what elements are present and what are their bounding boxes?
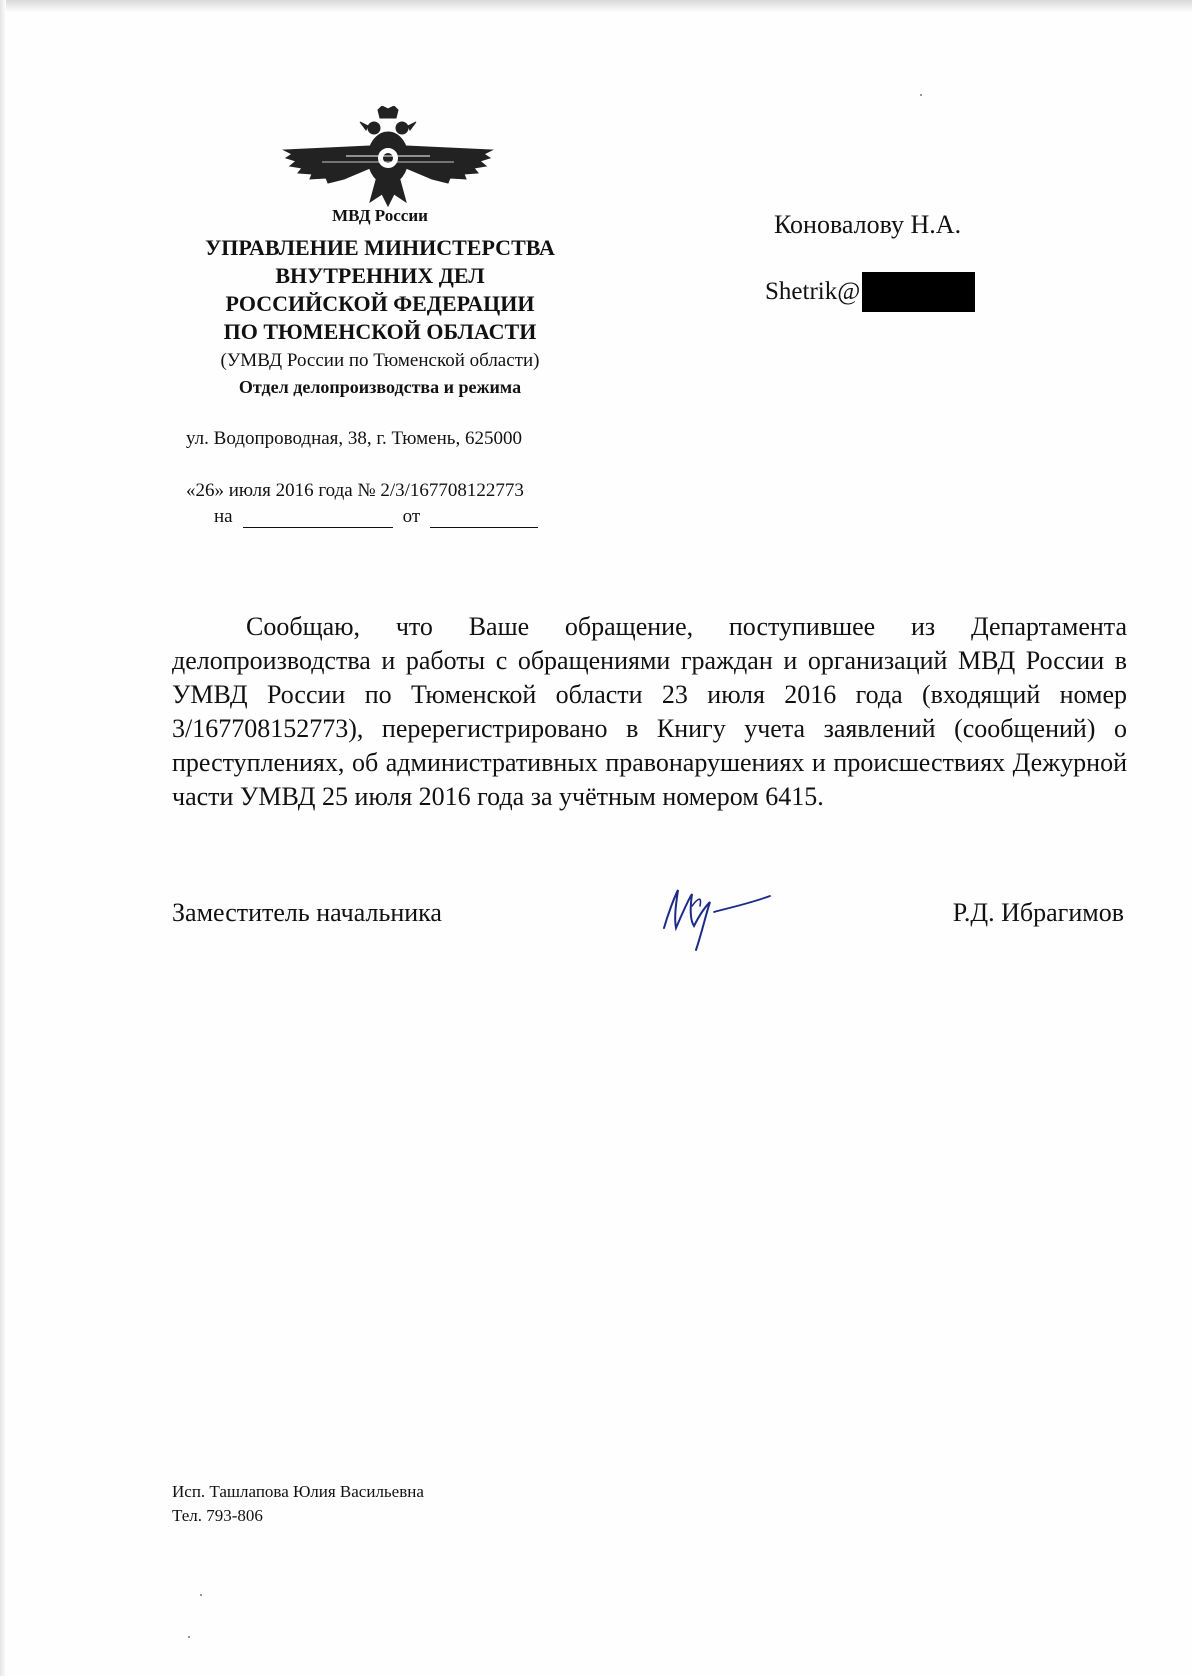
- handwritten-signature: [658, 878, 778, 954]
- signatory-name: Р.Д. Ибрагимов: [952, 898, 1124, 927]
- reply-number-blank: [243, 509, 393, 528]
- department-name: Отдел делопроизводства и режима: [238, 377, 522, 397]
- letterhead: [150, 206, 610, 400]
- scan-speck: [188, 1636, 190, 1638]
- scan-edge-shadow: [0, 0, 1192, 12]
- ministry-line: РОССИЙСКОЙ ФЕДЕРАЦИИ: [225, 291, 535, 316]
- outgoing-date-number: «26» июля 2016 года № 2/3/167708122773: [186, 480, 524, 501]
- reply-reference-line: [214, 506, 538, 528]
- recipient-name: Коновалову Н.А.: [774, 210, 962, 239]
- recipient-email: [765, 272, 975, 312]
- signatory-title: Заместитель начальника: [172, 898, 442, 927]
- reply-to-label: на: [214, 506, 233, 527]
- executor-info: [172, 1480, 424, 1528]
- scan-edge-shadow-left: [0, 0, 6, 1676]
- redaction-box: [862, 272, 975, 312]
- scan-speck: [200, 1594, 202, 1596]
- ministry-line: ПО ТЮМЕНСКОЙ ОБЛАСТИ: [223, 319, 537, 344]
- executor-name: Исп. Ташлапова Юлия Васильевна: [172, 1482, 424, 1501]
- agency-address: ул. Водопроводная, 38, г. Тюмень, 625000: [186, 428, 522, 449]
- ministry-line: УПРАВЛЕНИЕ МИНИСТЕРСТВА: [205, 235, 555, 260]
- from-label: от: [402, 506, 421, 527]
- letter-body: Сообщаю, что Ваше обращение, поступившее из Департамента делопроизводства и работы с обращениями граждан и организаций МВД России в УМВД России по Тюменской области 23 июля 2016 года (входящий номер 3/167708152773), перерегистрировано в Книгу учета заявлений (сообщений) о преступлениях, об административных правонарушениях и происшествиях Дежурной части УМВД 25 июля 2016 года за учётным номером 6415.: [172, 612, 1127, 811]
- scan-speck: [920, 94, 922, 96]
- agency-abbreviation: (УМВД России по Тюменской области): [220, 350, 540, 371]
- eagle-emblem-icon: [282, 106, 494, 212]
- agency-label: МВД России: [332, 206, 428, 225]
- ministry-line: ВНУТРЕННИХ ДЕЛ: [275, 263, 485, 288]
- email-prefix: Shetrik@: [765, 278, 861, 305]
- executor-phone: Тел. 793-806: [172, 1506, 263, 1525]
- reply-date-blank: [430, 509, 538, 528]
